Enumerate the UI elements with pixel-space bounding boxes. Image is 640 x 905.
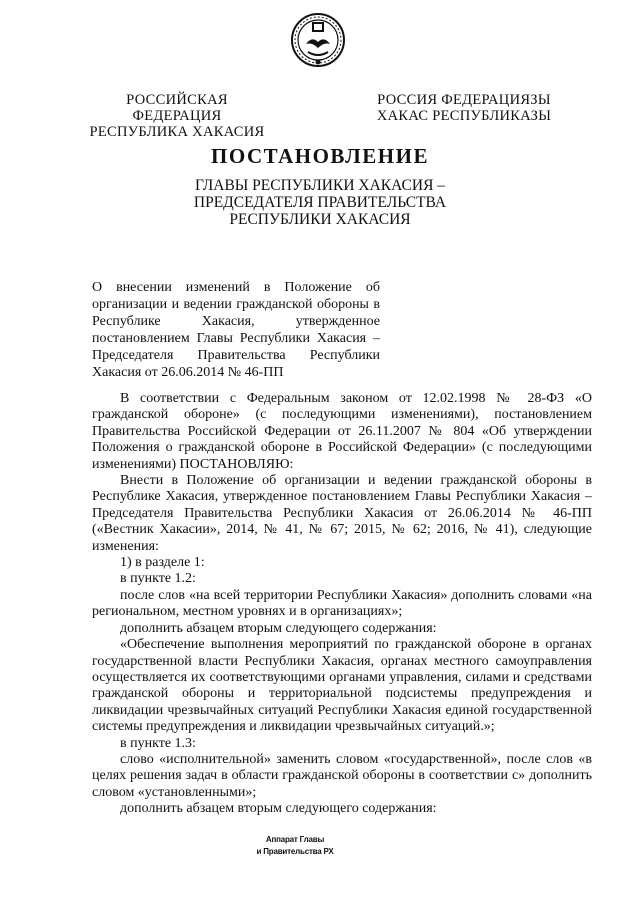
issuer-line: ГЛАВЫ РЕСПУБЛИКИ ХАКАСИЯ – xyxy=(194,177,446,194)
header-right xyxy=(366,92,562,124)
header-right-line: ХАКАС РЕСПУБЛИКАЗЫ xyxy=(376,108,552,124)
header-left-line: РОССИЙСКАЯ ФЕДЕРАЦИЯ xyxy=(126,92,228,124)
document-body xyxy=(92,391,592,818)
coat-of-arms-icon xyxy=(290,12,346,68)
document-subject: О внесении изменений в Положение об организации и ведении гражданской обороны в Республике Хакасия, утвержденное постановлением Главы Республики Хакасия – Председателя Правительства Республики Хакасия от 26.06.2014 № 46-ПП xyxy=(92,280,380,380)
body-paragraph: слово «исполнительной» заменить словом «государственной», после слов «в целях решения задач в области гражданской обороны в соответствии с» дополнить словом «установленными»; xyxy=(92,751,592,800)
issuer-block xyxy=(180,177,460,228)
body-paragraph: в пункте 1.3: xyxy=(120,735,196,751)
issuer-line: ПРЕДСЕДАТЕЛЯ ПРАВИТЕЛЬСТВА xyxy=(193,194,447,211)
issuer-line: РЕСПУБЛИКИ ХАКАСИЯ xyxy=(229,211,411,228)
stamp-line: и Правительства РХ xyxy=(256,847,334,856)
body-paragraph: в пункте 1.2: xyxy=(120,571,196,587)
body-paragraph: В соответствии с Федеральным законом от 12.02.1998 № 28-ФЗ «О гражданской обороне» (с последующими изменениями), постановлением Правительства Российской Федерации от 26.11.2007 № 804 «Об утверждении Положения о гражданской обороне в Российской Федерации» (с последующими изменениями) ПОСТАНОВЛЯЮ: xyxy=(92,391,592,472)
office-stamp xyxy=(235,834,355,858)
stamp-line: Аппарат Главы xyxy=(265,835,325,844)
body-paragraph: Внести в Положение об организации и ведении гражданской обороны в Республике Хакасия, утвержденное постановлением Главы Республики Хакасия – Председателя Правительства Республики Хакасия от 26.06.2014 № 46-ПП («Вестник Хакасии», 2014, № 41, № 67; 2015, № 62; 2016, № 41), следующие изменения: xyxy=(92,473,592,554)
body-paragraph: «Обеспечение выполнения мероприятий по гражданской обороне в органах государственной власти Республики Хакасия, органах местного самоуправления осуществляется их соответствующими органами управления, силами и средствами гражданской обороны и территориальной подсистемы предупреждения и ликвидации чрезвычайных ситуаций Республики Хакасия единой государственной системы предупреждения и ликвидации чрезвычайных ситуаций.»; xyxy=(92,637,592,735)
body-paragraph: 1) в разделе 1: xyxy=(120,555,205,571)
body-paragraph: дополнить абзацем вторым следующего содержания: xyxy=(120,801,437,817)
header-left-line: РЕСПУБЛИКА ХАКАСИЯ xyxy=(89,124,265,140)
header-left xyxy=(82,92,272,140)
body-paragraph: дополнить абзацем вторым следующего содержания: xyxy=(120,620,437,636)
header-right-line: РОССИЯ ФЕДЕРАЦИЯЗЫ xyxy=(377,92,551,108)
body-paragraph: после слов «на всей территории Республики Хакасия» дополнить словами «на региональном, местном уровнях и в организациях»; xyxy=(92,587,592,620)
document-title: ПОСТАНОВЛЕНИЕ xyxy=(211,144,429,168)
